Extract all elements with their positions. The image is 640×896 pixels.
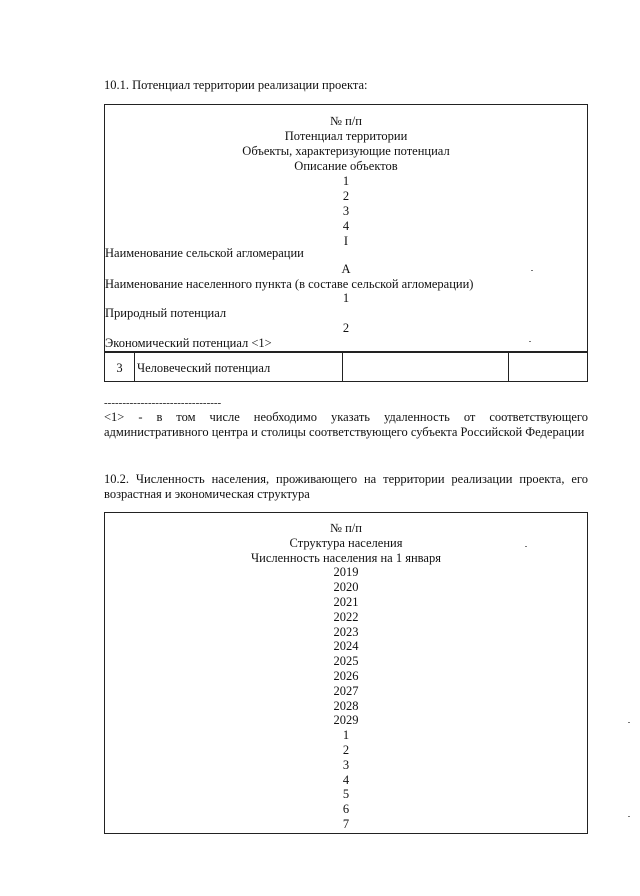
table-row-human-potential	[104, 352, 588, 382]
table2-line: 2024	[333, 639, 359, 654]
table2-line: 2022	[333, 609, 359, 624]
table2-line: Численность населения на 1 января	[251, 550, 441, 565]
settlement-label: Наименование населенного пункта (в составе сельской агломерации)	[105, 277, 474, 291]
territory-potential-table	[104, 104, 588, 352]
table2-line: 1	[342, 728, 350, 743]
row3-empty-cell	[509, 353, 587, 381]
scan-speck	[529, 341, 531, 342]
economic-potential-label: Экономический потенциал <1>	[105, 336, 272, 350]
table2-line: 2021	[333, 594, 359, 609]
table1-header-line: Описание объектов	[294, 159, 398, 173]
table2-line: 7	[342, 816, 350, 831]
letter-a: А	[341, 262, 351, 276]
table1-header-line: 2	[342, 189, 350, 203]
natural-potential-label: Природный потенциал	[105, 306, 227, 320]
table2-line: 4	[342, 772, 350, 787]
table1-header-line: I	[343, 234, 349, 248]
table2-line: 2028	[333, 698, 359, 713]
number-2: 2	[342, 321, 350, 335]
row3-number: 3	[105, 353, 135, 381]
table1-header-stack	[105, 114, 587, 249]
table1-header-line: № п/п	[330, 114, 362, 128]
agglomeration-label: Наименование сельской агломерации	[105, 246, 304, 260]
table2-line: 2029	[333, 713, 359, 728]
footnote-separator: --------------------------------	[104, 397, 222, 409]
table2-line: Структура населения	[289, 535, 403, 550]
table2-header-stack	[105, 521, 587, 832]
table1-header-line: 1	[342, 174, 350, 188]
table2-line: 2020	[333, 580, 359, 595]
row3-label: Человеческий потенциал	[135, 353, 343, 381]
table1-header-line: Потенциал территории	[284, 129, 408, 143]
table2-line: 2026	[333, 668, 359, 683]
section-10-2-heading: 10.2. Численность населения, проживающего на территории реализации проекта, его возрастная и экономическая структура	[104, 472, 588, 501]
table2-line: 2	[342, 742, 350, 757]
number-1: 1	[342, 291, 350, 305]
table2-line: 2027	[333, 683, 359, 698]
section-10-1-heading: 10.1. Потенциал территории реализации проекта:	[104, 78, 368, 92]
footnote-text: <1> - в том числе необходимо указать удаленность от соответствующего административного центра и столицы соответствующего субъекта Российской Федерации	[104, 410, 588, 439]
row3-empty-cell	[343, 353, 509, 381]
table2-line: 2025	[333, 654, 359, 669]
table2-line: 6	[342, 802, 350, 817]
scan-speck	[628, 722, 630, 723]
scan-speck	[628, 816, 630, 817]
table2-line: 2023	[333, 624, 359, 639]
scan-speck	[531, 270, 533, 271]
table2-line: 3	[342, 757, 350, 772]
scan-speck	[525, 546, 527, 547]
table1-header-line: Объекты, характеризующие потенциал	[242, 144, 450, 158]
table2-line: 2019	[333, 565, 359, 580]
population-structure-table	[104, 512, 588, 834]
table1-header-line: 4	[342, 219, 350, 233]
table1-header-line: 3	[342, 204, 350, 218]
table2-line: 5	[342, 787, 350, 802]
table2-line: № п/п	[330, 521, 362, 535]
